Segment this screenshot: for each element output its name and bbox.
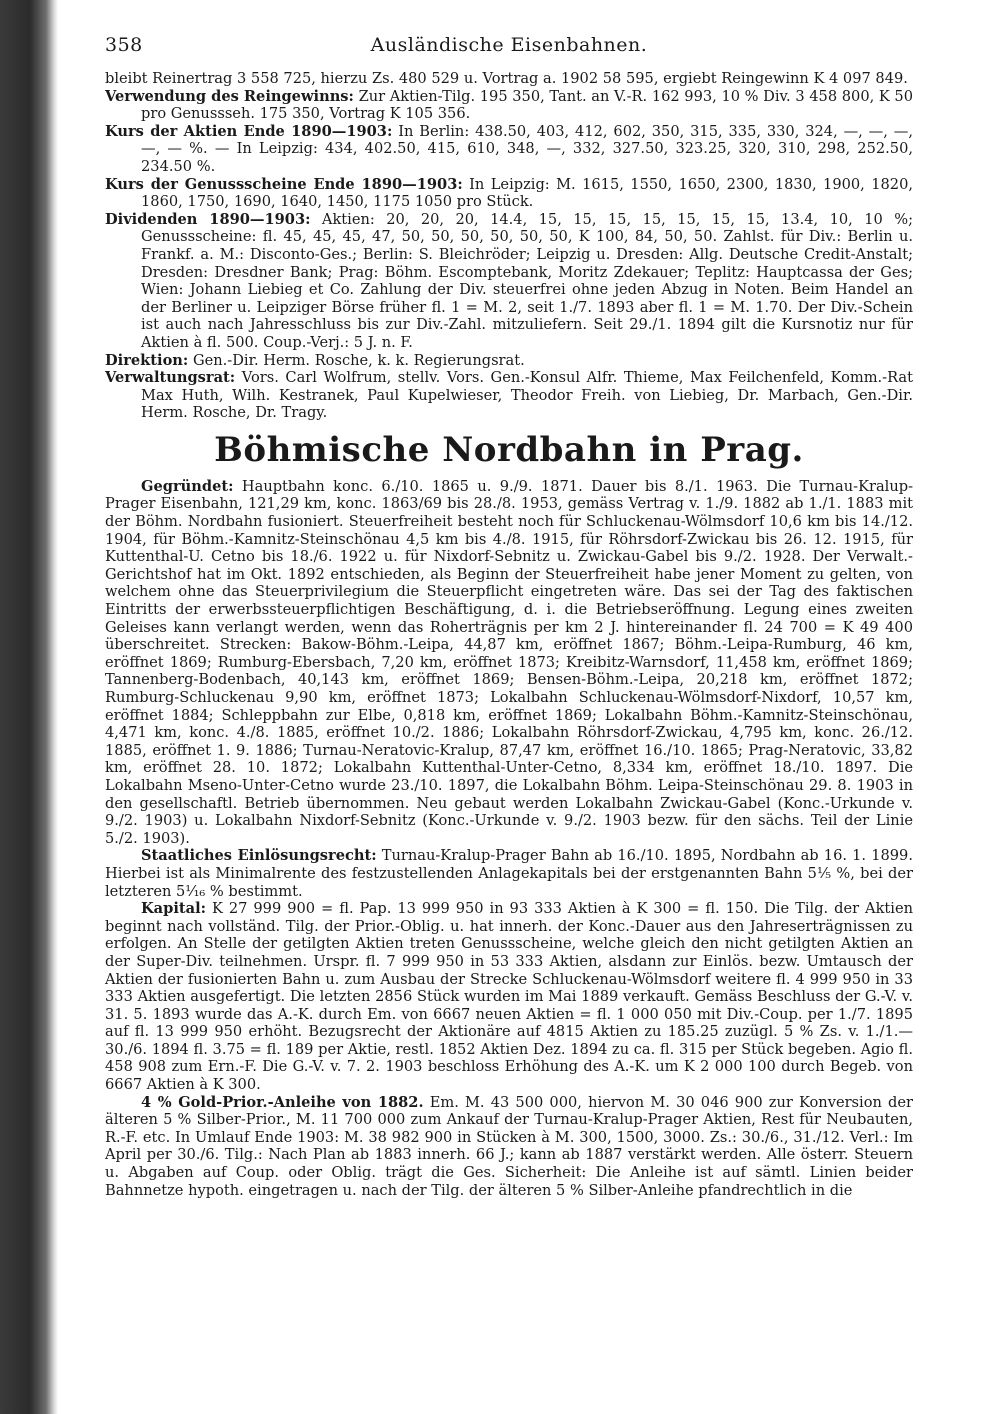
dividenden-label: Dividenden 1890—1903: bbox=[105, 210, 311, 228]
verwendung-label: Verwendung des Reingewinns: bbox=[105, 87, 354, 105]
kurs-genuss-label: Kurs der Genussscheine Ende 1890—1903: bbox=[105, 175, 463, 193]
reinertrag-paragraph: bleibt Reinertrag 3 558 725, hierzu Zs. 480 529 u. Vortrag a. 1902 58 595, ergiebt Reingewinn K 4 097 849. bbox=[105, 70, 908, 87]
direktion-entry bbox=[105, 352, 913, 370]
kurs-aktien-label: Kurs der Aktien Ende 1890—1903: bbox=[105, 122, 393, 140]
kapital-label: Kapital: bbox=[141, 900, 207, 918]
page-number: 358 bbox=[105, 34, 143, 56]
document-page bbox=[105, 30, 913, 1199]
dividenden-text: Aktien: 20, 20, 20, 14.4, 15, 15, 15, 15, 15, 15, 15, 13.4, 10, 10 %; Genussscheine: fl. 45, 45, 45, 47, 50, 50, 50, 50, 50, 50, K 100, 84, 50, 50. Zahlst. für Div.: Berlin u. Frankf. a. M.: Disconto-Ges.; Berlin: S. Bleichröder; Leipzig u. Dresden: Allg. Deutsche Credit-Anstalt; Dresden: Dresdner Bank; Prag: Böhm. Escomptebank, Moritz Zdekauer; Teplitz: Hauptcassa der Ges; Wien: Johann Liebieg et Co. Zahlung der Div. steuerfrei ohne jeden Abzug in Noten. Beim Handel an der Berliner u. Leipziger Börse früher fl. 1 = M. 2, seit 1./7. 1893 aber fl. 1 = M. 1.70. Der Div.-Schein ist auch nach Jahresschluss bis zur Div.-Zahl. mitzuliefern. Seit 29./1. 1894 gilt die Kursnotiz nur für Aktien à fl. 500. Coup.-Verj.: 5 J. n. F. bbox=[141, 210, 913, 351]
einloesung-label: Staatliches Einlösungsrecht: bbox=[141, 847, 377, 865]
anleihe-label: 4 % Gold-Prior.-Anleihe von 1882. bbox=[141, 1093, 424, 1111]
kapital-text: K 27 999 900 = fl. Pap. 13 999 950 in 93 333 Aktien à K 300 = fl. 150. Die Tilg. der Aktien beginnt nach vollständ. Tilg. der Prior.-Oblig. u. hat innerh. der Konc.-Dauer aus den Jahreserträgnissen zu erfolgen. An Stelle der getilgten Aktien treten Genussscheine, welche gleich den nicht getilgten Aktien an der Super-Div. teilnehmen. Urspr. fl. 7 999 950 in 53 333 Aktien, alsdann zur Einlös. bezw. Umtausch der Aktien der fusionierten Bahn u. zum Ausbau der Strecke Schluckenau-Wölmsdorf weitere fl. 4 999 950 in 33 333 Aktien ausgefertigt. Die letzten 2856 Stück wurden im Mai 1889 verkauft. Gemäss Beschluss der G.-V. v. 31. 5. 1893 wurde das A.-K. durch Em. von 6667 neuen Aktien = fl. 1 000 050 mit Div.-Coup. per 1./7. 1895 auf fl. 13 999 950 erhöht. Bezugsrecht der Aktionäre auf 4815 Aktien zu 185.25 zuzügl. 5 % Zs. v. 1./1.—30./6. 1894 fl. 3.75 = fl. 189 per Aktie, restl. 1852 Aktien Dez. 1894 zu ca. fl. 315 per Stück begeben. Agio fl. 458 908 zum Ern.-F. Die G.-V. v. 7. 2. 1903 beschloss Erhöhung des A.-K. um K 2 000 100 durch Begeb. von 6667 Aktien à K 300. bbox=[105, 900, 913, 1094]
anleihe-text: Em. M. 43 500 000, hiervon M. 30 046 900 zur Konversion der älteren 5 % Silber-Prior., M. 11 700 000 zum Ankauf der Turnau-Kralup-Prager Aktien, Rest für Neubauten, R.-F. etc. In Umlauf Ende 1903: M. 38 982 900 in Stücken à M. 300, 1500, 3000. Zs.: 30./6., 31./12. Verl.: Im April per 30./6. Tilg.: Nach Plan ab 1883 innerh. 66 J.; kann ab 1887 verstärkt werden. Alle österr. Steuern u. Abgaben auf Coup. oder Oblig. trägt die Ges. Sicherheit: Die Anleihe ist auf sämtl. Linien beider Bahnnetze hypoth. eingetragen u. nach der Tilg. der älteren 5 % Silber-Anleihe pfandrechtlich in die bbox=[105, 1093, 914, 1199]
verwaltungsrat-text: Vors. Carl Wolfrum, stellv. Vors. Gen.-Konsul Alfr. Thieme, Max Feilchenfeld, Komm.-Rat Max Huth, Wilh. Kestranek, Paul Kupelwieser, Theodor Freih. von Liebieg, Dr. Marbach, Gen.-Dir. Herm. Rosche, Dr. Tragy. bbox=[141, 369, 913, 422]
gegruendet-label: Gegründet: bbox=[141, 477, 234, 495]
dividenden-entry bbox=[105, 211, 913, 352]
einloesung-entry bbox=[105, 847, 913, 900]
running-title: Ausländische Eisenbahnen. bbox=[370, 34, 648, 56]
kurs-genuss-text: In Leipzig: M. 1615, 1550, 1650, 2300, 1830, 1900, 1820, 1860, 1750, 1690, 1640, 1450, 1175 1050 pro Stück. bbox=[141, 175, 914, 211]
scan-binding-shadow bbox=[0, 0, 58, 1414]
kurs-genuss-entry bbox=[105, 176, 913, 211]
direktion-label: Direktion: bbox=[105, 351, 189, 369]
verwendung-text: Zur Aktien-Tilg. 195 350, Tant. an V.-R. 162 993, 10 % Div. 3 458 800, K 50 pro Genussseh. 175 350, Vortrag K 105 356. bbox=[141, 87, 913, 123]
verwaltungsrat-label: Verwaltungsrat: bbox=[105, 369, 236, 387]
anleihe-entry bbox=[105, 1094, 913, 1200]
kurs-aktien-text: In Berlin: 438.50, 403, 412, 602, 350, 315, 335, 330, 324, —, —, —, —, — %. — In Leipzig: 434, 402.50, 415, 610, 348, —, 332, 327.50, 323.25, 320, 310, 298, 252.50, 234.50 %. bbox=[141, 122, 914, 175]
gegruendet-text: Hauptbahn konc. 6./10. 1865 u. 9./9. 1871. Dauer bis 8./1. 1963. Die Turnau-Kralup-Prager Eisenbahn, 121,29 km, konc. 1863/69 bis 28./8. 1953, gemäss Vertrag v. 1./9. 1882 ab 1./1. 1883 mit der Böhm. Nordbahn fusioniert. Steuerfreiheit besteht noch für Schluckenau-Wölmsdorf 10,6 km bis 14./12. 1904, für Böhm.-Kamnitz-Steinschönau 4,5 km bis 4./8. 1915, für Röhrsdorf-Zwickau bis 26. 12. 1915, für Kuttenthal-U. Cetno bis 18./6. 1922 u. für Nixdorf-Sebnitz u. Zwickau-Gabel bis 9./2. 1928. Der Verwalt.-Gerichtshof hat im Okt. 1892 entschieden, als Beginn der Steuerfreiheit habe jener Moment zu gelten, von welchem ohne das Steuerprivilegium die Steuerpflicht eingetreten wäre. Das sei der Tag des faktischen Eintritts der erwerbssteuerpflichtigen Beschäftigung, d. i. die Betriebseröffnung. Legung eines zweiten Geleises kann verlangt werden, wenn das Roherträgnis per km 2 J. hintereinander fl. 24 700 = K 49 400 überschreitet. Strecken: Bakow-Böhm.-Leipa, 44,87 km, eröffnet 1867; Böhm.-Leipa-Rumburg, 46 km, eröffnet 1869; Rumburg-Ebersbach, 7,20 km, eröffnet 1873; Kreibitz-Warnsdorf, 11,458 km, eröffnet 1869; Tannenberg-Bodenbach, 40,143 km, eröffnet 1869; Bensen-Böhm.-Leipa, 20,218 km, eröffnet 1872; Rumburg-Schluckenau 9,90 km, eröffnet 1873; Lokalbahn Schluckenau-Wölmsdorf-Nixdorf, 10,57 km, eröffnet 1884; Schleppbahn zur Elbe, 0,818 km, eröffnet 1869; Lokalbahn Böhm.-Kamnitz-Steinschönau, 4,471 km, konc. 4./8. 1885, eröffnet 10./2. 1886; Lokalbahn Röhrsdorf-Zwickau, 4,795 km, konc. 26./12. 1885, eröffnet 1. 9. 1886; Turnau-Neratovic-Kralup, 87,47 km, eröffnet 16./10. 1865; Prag-Neratovic, 33,82 km, eröffnet 28. 10. 1872; Lokalbahn Kuttenthal-Unter-Cetno, 8,334 km, eröffnet 18./10. 1897. Die Lokalbahn Mseno-Unter-Cetno wurde 23./10. 1897, die Lokalbahn Böhm. Leipa-Steinschönau 29. 8. 1903 in den gesellschaftl. Betrieb übernommen. Neu gebaut werden Lokalbahn Zwickau-Gabel (Konc.-Urkunde v. 9./2. 1903) u. Lokalbahn Nixdorf-Sebnitz (Konc.-Urkunde v. 9./2. 1903 bezw. für den sächs. Teil der Linie 5./2. 1903). bbox=[105, 477, 914, 847]
kurs-aktien-entry bbox=[105, 123, 913, 176]
gegruendet-entry bbox=[105, 478, 913, 847]
previous-company-block bbox=[105, 70, 913, 422]
direktion-text: Gen.-Dir. Herm. Rosche, k. k. Regierungsrat. bbox=[192, 351, 525, 369]
verwendung-entry bbox=[105, 88, 913, 123]
einloesung-text: Turnau-Kralup-Prager Bahn ab 16./10. 1895, Nordbahn ab 16. 1. 1899. Hierbei ist als Minimalrente des festzustellenden Anlagekapitals bei der erstgenannten Bahn 5⅟₅ %, bei der letzteren 5⅟₁₆ % bestimmt. bbox=[105, 847, 913, 900]
company-block bbox=[105, 478, 913, 1199]
section-title: Böhmische Nordbahn in Prag. bbox=[214, 429, 804, 470]
verwaltungsrat-entry bbox=[105, 369, 913, 422]
running-head bbox=[105, 30, 913, 70]
kapital-entry bbox=[105, 900, 913, 1094]
